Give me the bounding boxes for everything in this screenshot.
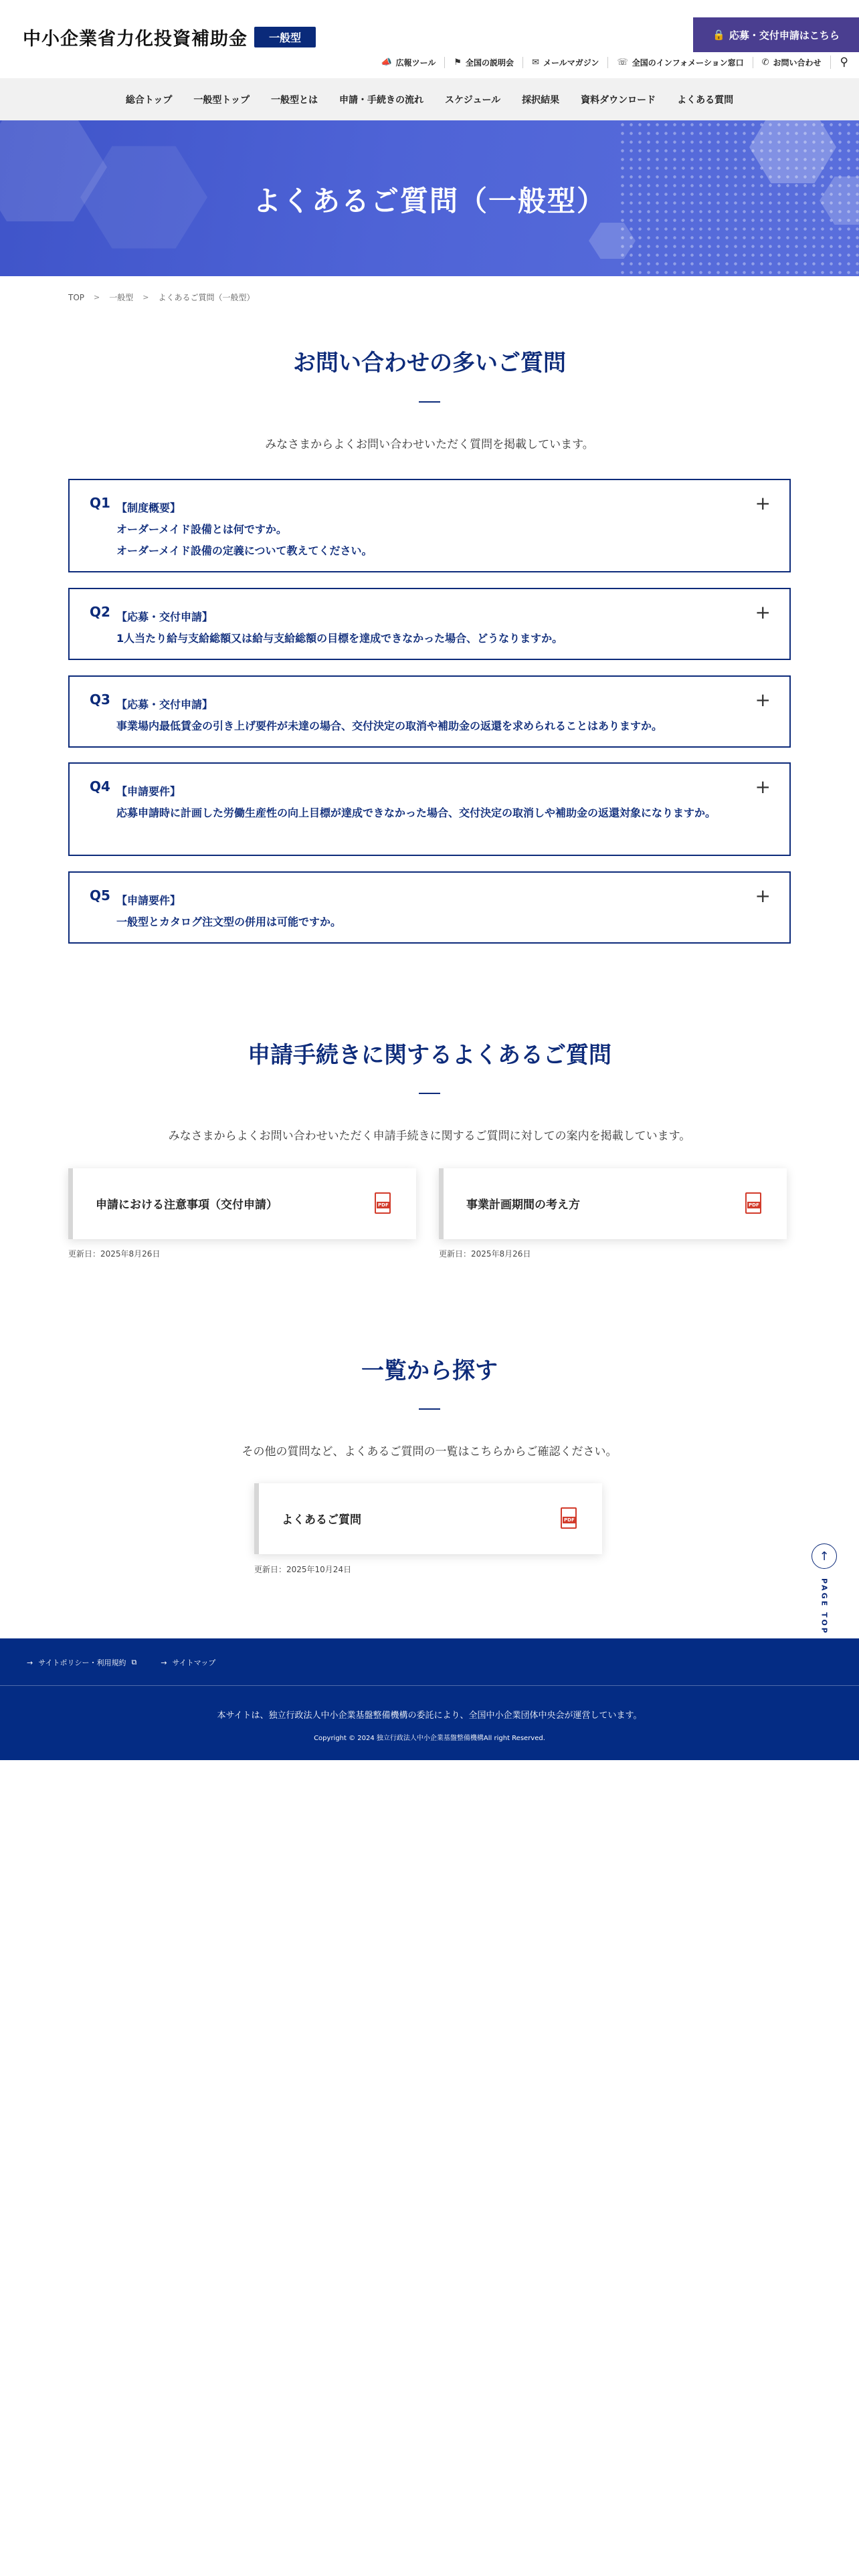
util-link-label: お問い合わせ [773, 58, 822, 68]
pdf-icon [745, 1192, 761, 1214]
doc-card-label: 事業計画期間の考え方 [466, 1198, 580, 1212]
faq-item-q5[interactable] [68, 871, 791, 944]
faq-question [116, 694, 736, 737]
faq-category: 【申請要件】 [116, 785, 181, 798]
faq-category: 【制度概要】 [116, 502, 181, 514]
gnav-item-results[interactable]: 採択結果 [522, 94, 560, 106]
logo-badge: 一般型 [254, 27, 316, 47]
logo-text: 中小企業省力化投資補助金 [23, 29, 248, 49]
faq-question-line: 応募申請時に計画した労働生産性の向上目標が達成できなかった場合、交付決定の取消しや補助金の返還対象になりますか。 [116, 807, 717, 819]
faq-question-line: 一般型とカタログ注文型の併用は可能ですか。 [116, 916, 342, 928]
footer-link-label: サイトマップ [172, 1658, 216, 1667]
global-nav [0, 78, 859, 120]
gnav-item-downloads[interactable]: 資料ダウンロード [581, 94, 656, 106]
updated-date: 更新日：2025年10月24日 [254, 1565, 352, 1574]
breadcrumb [68, 292, 254, 303]
util-link-label: 広報ツール [395, 58, 436, 68]
plus-icon[interactable]: + [755, 885, 771, 907]
utility-nav [372, 55, 848, 70]
headset-icon: ☏ [617, 57, 628, 68]
copyright: Copyright © 2024 独立行政法人中小企業基盤整備機構All right Reserved. [314, 1735, 545, 1742]
faq-section-lead: みなさまからよくお問い合わせいただく質問を掲載しています。 [265, 438, 594, 451]
section-divider [419, 1093, 440, 1094]
page-top-label: PAGE TOP [820, 1578, 829, 1635]
faq-item-q4[interactable] [68, 762, 791, 856]
mail-icon: ✉ [532, 57, 539, 68]
updated-date: 更新日：2025年8月26日 [68, 1249, 161, 1259]
arrow-right-icon: → [161, 1658, 167, 1667]
chevron-right-icon: > [94, 293, 100, 302]
procedure-section-lead: みなさまからよくお問い合わせいただく申請手続きに関するご質問に対しての案内を掲載しています。 [168, 1130, 691, 1143]
page-top-button[interactable] [811, 1543, 838, 1635]
plus-icon[interactable]: + [755, 776, 771, 798]
faq-item-q1[interactable] [68, 479, 791, 572]
section-divider [419, 1408, 440, 1410]
gnav-item-flow[interactable]: 申請・手続きの流れ [339, 94, 423, 106]
gnav-item-about[interactable]: 一般型とは [271, 94, 318, 106]
doc-card-label: よくあるご質問 [282, 1513, 361, 1527]
doc-card-label: 申請における注意事項（交付申請） [96, 1198, 278, 1212]
util-link-label: メールマガジン [543, 58, 599, 68]
doc-card-notes[interactable] [68, 1168, 416, 1239]
gnav-item-general-top[interactable]: 一般型トップ [193, 94, 250, 106]
util-link-label: 全国のインフォメーション窓口 [632, 58, 744, 68]
faq-category: 【応募・交付申請】 [116, 698, 213, 711]
arrow-up-icon: ↑ [812, 1543, 837, 1569]
faq-question [116, 498, 736, 562]
site-header [0, 0, 859, 120]
phone-icon: ✆ [761, 57, 769, 68]
flag-icon: ⚑ [454, 57, 462, 68]
footer-note: 本サイトは、独立行政法人中小企業基盤整備機構の委託により、全国中小企業団体中央会が運営しています。 [217, 1711, 642, 1721]
list-section-lead: その他の質問など、よくあるご質問の一覧はこちらからご確認ください。 [242, 1445, 617, 1459]
faq-question-line: オーダーメイド設備とは何ですか。 [116, 523, 287, 536]
pdf-icon [375, 1192, 391, 1214]
gnav-item-faq[interactable]: よくある質問 [677, 94, 734, 106]
faq-category: 【応募・交付申請】 [116, 611, 213, 623]
faq-number: Q2 [90, 604, 110, 620]
faq-question [116, 781, 736, 824]
gnav-item-schedule[interactable]: スケジュール [445, 94, 501, 106]
faq-question-line: オーダーメイド設備の定義について教えてください。 [116, 544, 373, 557]
faq-number: Q3 [90, 691, 110, 708]
plus-icon[interactable]: + [755, 689, 771, 711]
footer-divider [0, 1685, 859, 1686]
faq-question-line: 事業場内最低賃金の引き上げ要件が未達の場合、交付決定の取消や補助金の返還を求められることはありますか。 [116, 720, 663, 732]
util-link-contact[interactable] [753, 57, 830, 68]
pdf-icon [561, 1507, 577, 1529]
arrow-right-icon: → [27, 1658, 33, 1667]
gnav-item-top[interactable]: 総合トップ [125, 94, 173, 106]
faq-category: 【申請要件】 [116, 894, 181, 907]
page-title: よくあるご質問（一般型） [252, 185, 606, 217]
plus-icon[interactable]: + [755, 492, 771, 514]
hero-banner [0, 120, 859, 276]
footer-link-sitemap[interactable] [161, 1657, 215, 1668]
updated-date: 更新日：2025年8月26日 [439, 1249, 531, 1259]
procedure-section-title: 申請手続きに関するよくあるご質問 [248, 1042, 611, 1069]
breadcrumb-general[interactable]: 一般型 [109, 293, 134, 302]
faq-item-q2[interactable] [68, 588, 791, 660]
faq-question [116, 890, 736, 933]
footer-link-label: サイトポリシー・利用規約 [38, 1658, 126, 1667]
footer-links [27, 1657, 215, 1668]
breadcrumb-current: よくあるご質問（一般型） [158, 293, 255, 302]
doc-card-plan-period[interactable] [439, 1168, 787, 1239]
site-footer [0, 1638, 859, 1760]
faq-question [116, 607, 736, 649]
util-link-label: 全国の説明会 [466, 58, 514, 68]
site-logo[interactable] [23, 24, 316, 50]
footer-link-site-policy[interactable] [27, 1657, 136, 1668]
faq-number: Q4 [90, 778, 110, 794]
megaphone-icon: 📣 [381, 57, 392, 68]
breadcrumb-top[interactable]: TOP [68, 292, 85, 302]
lock-icon: 🔒 [712, 29, 725, 41]
faq-number: Q5 [90, 887, 110, 903]
plus-icon[interactable]: + [755, 601, 771, 623]
faq-section-title: お問い合わせの多いご質問 [293, 350, 566, 377]
util-link-info-desk[interactable] [607, 57, 752, 68]
util-link-mail-magazine[interactable] [522, 57, 607, 68]
apply-button[interactable] [693, 17, 859, 52]
faq-number: Q1 [90, 495, 110, 511]
section-divider [419, 401, 440, 403]
util-link-pr-tools[interactable] [372, 57, 444, 68]
util-link-briefings[interactable] [444, 57, 522, 68]
chevron-right-icon: > [142, 293, 149, 302]
search-icon[interactable]: ⚲ [830, 56, 848, 69]
apply-button-label: 応募・交付申請はこちら [729, 29, 840, 41]
faq-question-line: 1人当たり給与支給総額又は給与支給総額の目標を達成できなかった場合、どうなりますか。 [116, 632, 563, 645]
doc-card-faq-list[interactable] [254, 1483, 602, 1554]
faq-item-q3[interactable] [68, 675, 791, 748]
list-section-title: 一覧から探す [361, 1358, 498, 1384]
external-link-icon: ⧉ [131, 1658, 137, 1667]
